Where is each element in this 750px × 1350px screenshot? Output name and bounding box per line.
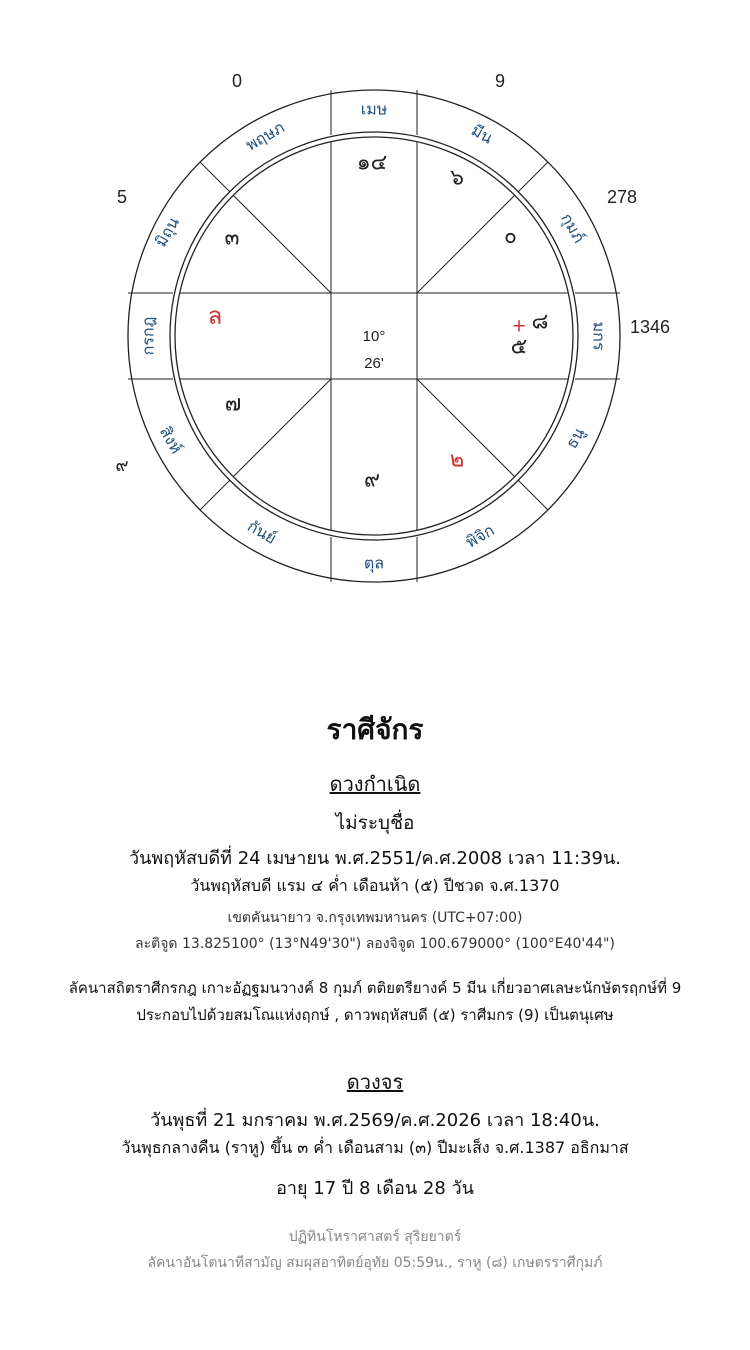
sign-label-phruetsop: พฤษภ xyxy=(242,117,288,155)
outer-number-lower-left: ๙ xyxy=(115,455,129,475)
natal-date-line2: วันพฤหัสบดี แรม ๔ ค่ำ เดือนห้า (๕) ปีชวด จ.ศ.1370 xyxy=(190,876,560,895)
natal-heading: ดวงกำเนิด xyxy=(329,772,421,796)
sign-label-singha: สิงห์ xyxy=(155,423,187,457)
sign-label-dhanu: ธนู xyxy=(561,424,589,452)
sign-label-mesha: เมษ xyxy=(360,99,388,119)
outer-number-right: 1346 xyxy=(629,317,671,337)
age-text: อายุ 17 ปี 8 เดือน 28 วัน xyxy=(276,1178,474,1199)
transit-date-line1: วันพุธที่ 21 มกราคม พ.ศ.2569/ค.ศ.2026 เวลา 18:40น. xyxy=(150,1110,600,1131)
natal-location: เขตคันนายาว จ.กรุงเทพมหานคร (UTC+07:00) xyxy=(227,910,523,926)
planet-makara-bottom: ๕ xyxy=(510,334,528,360)
natal-name: ไม่ระบุชื่อ xyxy=(335,812,415,834)
planet-tula: ๙ xyxy=(363,467,381,493)
planet-phichik: ๒ xyxy=(449,447,465,473)
outer-number-upper-right: 278 xyxy=(606,187,638,207)
planet-kumbha: ๐ xyxy=(499,231,525,245)
zodiac-wheel-chart xyxy=(0,0,750,620)
natal-description-line2: ประกอบไปด้วยสมโณแห่งฤกษ์ , ดาวพฤหัสบดี (๕) ราศีมกร (9) เป็นตนุเศษ xyxy=(136,1006,614,1024)
planet-methun: ๓ xyxy=(224,225,240,251)
sign-label-mina: มีน xyxy=(467,120,497,148)
outer-number-top-right: 9 xyxy=(494,71,506,91)
sign-label-kanya: กันย์ xyxy=(244,516,280,548)
planet-makara-plus: + xyxy=(511,315,527,337)
center-degree: 10° xyxy=(362,328,386,345)
planet-mesha: ๑๔ xyxy=(356,150,388,176)
transit-heading: ดวงจร xyxy=(346,1070,404,1094)
natal-description-line1: ลัคนาสถิตราศีกรกฎ เกาะอัฏฐมนวางค์ 8 กุมภ์ ตติยตรียางค์ 5 มีน เกี่ยวอาศเลษะนักษัตรฤกษ์ที่ 9 xyxy=(68,979,682,997)
outer-number-top-left: 0 xyxy=(231,71,243,91)
natal-coordinates: ละติจูด 13.825100° (13°N49'30") ลองจิจูด 100.679000° (100°E40'44") xyxy=(135,936,615,952)
center-minute: 26' xyxy=(364,355,384,372)
planet-karakot: ล xyxy=(207,302,223,330)
footer-line1: ปฏิทินโหราศาสตร์ สุริยยาตร์ xyxy=(288,1229,462,1245)
page-title: ราศีจักร xyxy=(326,713,424,746)
sign-label-kumbha: กุมภ์ xyxy=(557,209,589,247)
natal-date-line1: วันพฤหัสบดีที่ 24 เมษายน พ.ศ.2551/ค.ศ.2008 เวลา 11:39น. xyxy=(129,848,621,869)
transit-date-line2: วันพุธกลางคืน (ราหู) ขึ้น ๓ ค่ำ เดือนสาม (๓) ปีมะเส็ง จ.ศ.1387 อธิกมาส xyxy=(121,1138,629,1157)
footer-line2: ลัคนาอันโตนาทีสามัญ สมผุสอาทิตย์อุทัย 05:59น., ราหู (๘) เกษตรราศีกุมภ์ xyxy=(147,1255,603,1271)
sign-label-tula: ตุล xyxy=(363,553,385,573)
planet-makara-top: ๘ xyxy=(531,309,549,335)
sign-label-methun: มิถุน xyxy=(150,213,184,251)
planet-singha: ๗ xyxy=(224,391,242,417)
outer-number-upper-left: 5 xyxy=(116,187,128,207)
planet-mina: ๖ xyxy=(450,165,464,191)
sign-label-makara: มกร xyxy=(589,321,609,351)
sign-label-phichik: พิจิก xyxy=(462,520,498,552)
sign-label-karakot: กรกฎ xyxy=(138,316,158,356)
